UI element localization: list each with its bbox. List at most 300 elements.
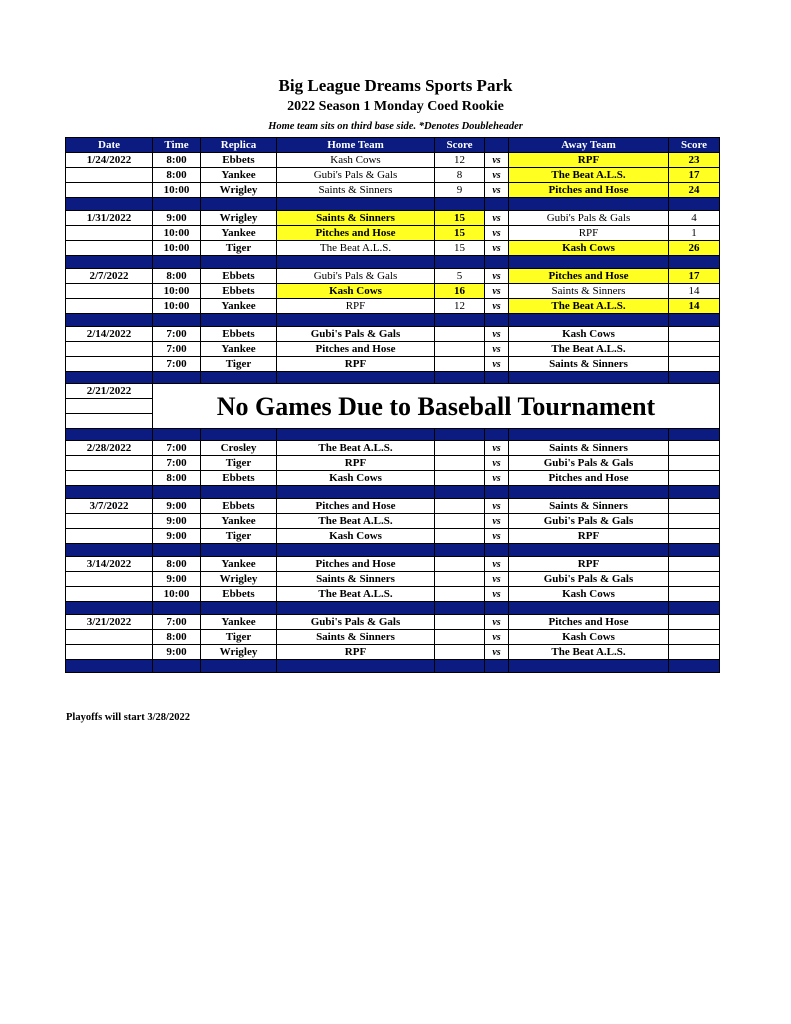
home-team: Kash Cows [277, 529, 435, 544]
away-score [669, 529, 720, 544]
away-score [669, 327, 720, 342]
separator-cell [201, 429, 277, 441]
away-score [669, 615, 720, 630]
vs-label: vs [485, 327, 509, 342]
separator-cell [153, 256, 201, 269]
away-score [669, 514, 720, 529]
game-replica: Ebbets [201, 153, 277, 168]
away-score [669, 357, 720, 372]
vs-label: vs [485, 211, 509, 226]
game-time: 9:00 [153, 529, 201, 544]
home-score [435, 587, 485, 602]
away-team: Saints & Sinners [509, 357, 669, 372]
week-separator [66, 429, 720, 441]
home-team: The Beat A.L.S. [277, 587, 435, 602]
away-team: RPF [509, 153, 669, 168]
away-team: Gubi's Pals & Gals [509, 456, 669, 471]
home-team: The Beat A.L.S. [277, 514, 435, 529]
separator-cell [509, 486, 669, 499]
col-time: Time [153, 138, 201, 153]
separator-cell [277, 198, 435, 211]
separator-cell [66, 544, 153, 557]
separator-cell [509, 372, 669, 384]
separator-cell [669, 660, 720, 673]
week-separator [66, 314, 720, 327]
separator-cell [201, 544, 277, 557]
game-time: 10:00 [153, 183, 201, 198]
game-replica: Tiger [201, 357, 277, 372]
schedule-body [66, 153, 720, 673]
separator-cell [66, 256, 153, 269]
empty-cell [66, 168, 153, 183]
game-replica: Tiger [201, 529, 277, 544]
week-date: 2/21/2022 [66, 384, 153, 399]
separator-cell [509, 429, 669, 441]
away-score [669, 645, 720, 660]
empty-cell [66, 183, 153, 198]
away-score [669, 587, 720, 602]
separator-cell [669, 486, 720, 499]
empty-cell [66, 414, 153, 429]
away-score: 26 [669, 241, 720, 256]
separator-cell [485, 544, 509, 557]
separator-cell [435, 372, 485, 384]
away-score: 4 [669, 211, 720, 226]
empty-cell [66, 587, 153, 602]
separator-cell [485, 314, 509, 327]
separator-cell [66, 198, 153, 211]
col-away-score: Score [669, 138, 720, 153]
home-score: 12 [435, 299, 485, 314]
away-score [669, 471, 720, 486]
game-replica: Yankee [201, 342, 277, 357]
game-row [66, 183, 720, 198]
game-row [66, 499, 720, 514]
game-row [66, 241, 720, 256]
home-team: Kash Cows [277, 153, 435, 168]
home-score: 16 [435, 284, 485, 299]
separator-cell [669, 198, 720, 211]
game-row [66, 557, 720, 572]
game-time: 7:00 [153, 342, 201, 357]
away-team: Saints & Sinners [509, 284, 669, 299]
vs-label: vs [485, 630, 509, 645]
home-score [435, 514, 485, 529]
separator-cell [485, 660, 509, 673]
week-date: 3/14/2022 [66, 557, 153, 572]
away-team: Gubi's Pals & Gals [509, 572, 669, 587]
separator-cell [509, 660, 669, 673]
home-score [435, 441, 485, 456]
away-team: RPF [509, 557, 669, 572]
separator-cell [153, 602, 201, 615]
game-time: 8:00 [153, 630, 201, 645]
game-row [66, 615, 720, 630]
home-score [435, 499, 485, 514]
game-time: 9:00 [153, 645, 201, 660]
week-date: 1/24/2022 [66, 153, 153, 168]
home-team: Gubi's Pals & Gals [277, 327, 435, 342]
home-score: 8 [435, 168, 485, 183]
home-team: Pitches and Hose [277, 499, 435, 514]
game-row [66, 471, 720, 486]
away-team: Pitches and Hose [509, 615, 669, 630]
game-row [66, 572, 720, 587]
away-team: The Beat A.L.S. [509, 299, 669, 314]
away-team: Kash Cows [509, 327, 669, 342]
away-team: Kash Cows [509, 241, 669, 256]
home-score [435, 357, 485, 372]
separator-cell [153, 314, 201, 327]
game-replica: Tiger [201, 241, 277, 256]
empty-cell [66, 514, 153, 529]
separator-cell [153, 660, 201, 673]
home-score: 15 [435, 226, 485, 241]
separator-cell [435, 660, 485, 673]
empty-cell [66, 299, 153, 314]
separator-cell [435, 602, 485, 615]
game-replica: Yankee [201, 615, 277, 630]
col-home-score: Score [435, 138, 485, 153]
game-replica: Crosley [201, 441, 277, 456]
separator-cell [669, 314, 720, 327]
separator-cell [509, 544, 669, 557]
game-replica: Yankee [201, 168, 277, 183]
separator-cell [669, 256, 720, 269]
away-team: Kash Cows [509, 630, 669, 645]
home-score [435, 630, 485, 645]
vs-label: vs [485, 441, 509, 456]
week-separator [66, 372, 720, 384]
vs-label: vs [485, 226, 509, 241]
home-team: Pitches and Hose [277, 557, 435, 572]
vs-label: vs [485, 342, 509, 357]
empty-cell [66, 645, 153, 660]
separator-cell [277, 486, 435, 499]
empty-cell [66, 572, 153, 587]
away-score [669, 630, 720, 645]
separator-cell [66, 314, 153, 327]
game-row [66, 630, 720, 645]
separator-cell [277, 602, 435, 615]
home-score [435, 615, 485, 630]
away-score: 14 [669, 299, 720, 314]
vs-label: vs [485, 557, 509, 572]
game-row [66, 587, 720, 602]
separator-cell [277, 429, 435, 441]
vs-label: vs [485, 299, 509, 314]
home-team: The Beat A.L.S. [277, 441, 435, 456]
col-away-team: Away Team [509, 138, 669, 153]
separator-cell [66, 429, 153, 441]
empty-cell [66, 456, 153, 471]
home-team: Kash Cows [277, 471, 435, 486]
game-time: 7:00 [153, 456, 201, 471]
separator-cell [485, 256, 509, 269]
game-row [66, 456, 720, 471]
week-date: 3/7/2022 [66, 499, 153, 514]
separator-cell [509, 198, 669, 211]
separator-cell [153, 544, 201, 557]
vs-label: vs [485, 269, 509, 284]
empty-cell [66, 226, 153, 241]
home-score: 15 [435, 211, 485, 226]
schedule-note: Home team sits on third base side. *Denotes Doubleheader [268, 121, 523, 132]
home-team: The Beat A.L.S. [277, 241, 435, 256]
game-time: 9:00 [153, 211, 201, 226]
separator-cell [435, 429, 485, 441]
separator-cell [201, 486, 277, 499]
game-time: 7:00 [153, 615, 201, 630]
game-replica: Yankee [201, 226, 277, 241]
header-row [66, 138, 720, 153]
away-team: The Beat A.L.S. [509, 645, 669, 660]
vs-label: vs [485, 499, 509, 514]
home-score [435, 529, 485, 544]
schedule-table [65, 137, 720, 673]
week-date: 2/7/2022 [66, 269, 153, 284]
home-team: Gubi's Pals & Gals [277, 168, 435, 183]
away-team: RPF [509, 226, 669, 241]
separator-cell [66, 486, 153, 499]
game-row [66, 211, 720, 226]
home-score [435, 471, 485, 486]
vs-label: vs [485, 514, 509, 529]
game-time: 9:00 [153, 514, 201, 529]
week-date: 2/28/2022 [66, 441, 153, 456]
game-replica: Yankee [201, 514, 277, 529]
separator-cell [509, 314, 669, 327]
away-team: Pitches and Hose [509, 269, 669, 284]
home-score: 15 [435, 241, 485, 256]
away-team: Gubi's Pals & Gals [509, 514, 669, 529]
game-time: 10:00 [153, 284, 201, 299]
home-team: Saints & Sinners [277, 630, 435, 645]
game-time: 10:00 [153, 587, 201, 602]
away-team: Gubi's Pals & Gals [509, 211, 669, 226]
game-row [66, 153, 720, 168]
away-score [669, 456, 720, 471]
away-score [669, 441, 720, 456]
home-team: Gubi's Pals & Gals [277, 269, 435, 284]
game-replica: Tiger [201, 630, 277, 645]
game-time: 10:00 [153, 241, 201, 256]
game-replica: Ebbets [201, 327, 277, 342]
game-time: 8:00 [153, 471, 201, 486]
separator-cell [201, 256, 277, 269]
away-score: 14 [669, 284, 720, 299]
separator-cell [277, 256, 435, 269]
away-score [669, 557, 720, 572]
separator-cell [435, 544, 485, 557]
game-time: 8:00 [153, 557, 201, 572]
separator-cell [435, 486, 485, 499]
separator-cell [435, 198, 485, 211]
game-time: 10:00 [153, 226, 201, 241]
home-team: RPF [277, 456, 435, 471]
empty-cell [66, 471, 153, 486]
game-row [66, 269, 720, 284]
away-team: Pitches and Hose [509, 471, 669, 486]
week-separator [66, 486, 720, 499]
separator-cell [201, 660, 277, 673]
game-replica: Ebbets [201, 471, 277, 486]
game-replica: Ebbets [201, 499, 277, 514]
game-row [66, 327, 720, 342]
empty-cell [66, 342, 153, 357]
home-team: Saints & Sinners [277, 211, 435, 226]
vs-label: vs [485, 153, 509, 168]
col-home-team: Home Team [277, 138, 435, 153]
home-score [435, 557, 485, 572]
home-team: Pitches and Hose [277, 342, 435, 357]
away-score: 23 [669, 153, 720, 168]
week-separator [66, 660, 720, 673]
game-replica: Yankee [201, 299, 277, 314]
away-team: Kash Cows [509, 587, 669, 602]
separator-cell [485, 486, 509, 499]
separator-cell [509, 602, 669, 615]
game-row [66, 284, 720, 299]
empty-cell [66, 529, 153, 544]
game-time: 9:00 [153, 572, 201, 587]
separator-cell [509, 256, 669, 269]
game-time: 9:00 [153, 499, 201, 514]
separator-cell [277, 544, 435, 557]
game-replica: Wrigley [201, 183, 277, 198]
col-vs [485, 138, 509, 153]
game-row [66, 529, 720, 544]
home-score: 9 [435, 183, 485, 198]
separator-cell [669, 602, 720, 615]
empty-cell [66, 630, 153, 645]
col-date: Date [66, 138, 153, 153]
game-replica: Wrigley [201, 645, 277, 660]
away-team: The Beat A.L.S. [509, 342, 669, 357]
separator-cell [277, 314, 435, 327]
vs-label: vs [485, 456, 509, 471]
game-row [66, 299, 720, 314]
separator-cell [66, 372, 153, 384]
week-date: 2/14/2022 [66, 327, 153, 342]
week-separator [66, 602, 720, 615]
vs-label: vs [485, 529, 509, 544]
separator-cell [66, 602, 153, 615]
game-time: 7:00 [153, 327, 201, 342]
vs-label: vs [485, 168, 509, 183]
separator-cell [201, 198, 277, 211]
empty-cell [66, 284, 153, 299]
page-title: Big League Dreams Sports Park [278, 76, 513, 95]
game-row [66, 441, 720, 456]
away-team: RPF [509, 529, 669, 544]
home-score [435, 645, 485, 660]
home-score: 12 [435, 153, 485, 168]
separator-cell [435, 314, 485, 327]
game-row [66, 342, 720, 357]
home-score [435, 456, 485, 471]
vs-label: vs [485, 284, 509, 299]
vs-label: vs [485, 615, 509, 630]
game-row [66, 645, 720, 660]
separator-cell [485, 372, 509, 384]
game-time: 8:00 [153, 168, 201, 183]
separator-cell [201, 372, 277, 384]
empty-cell [66, 241, 153, 256]
home-score [435, 342, 485, 357]
empty-cell [66, 357, 153, 372]
away-team: The Beat A.L.S. [509, 168, 669, 183]
footer-note: Playoffs will start 3/28/2022 [66, 712, 190, 723]
separator-cell [277, 660, 435, 673]
game-replica: Ebbets [201, 284, 277, 299]
away-team: Pitches and Hose [509, 183, 669, 198]
separator-cell [153, 372, 201, 384]
separator-cell [669, 544, 720, 557]
week-separator [66, 544, 720, 557]
game-replica: Yankee [201, 557, 277, 572]
vs-label: vs [485, 183, 509, 198]
away-team: Saints & Sinners [509, 499, 669, 514]
game-replica: Ebbets [201, 587, 277, 602]
home-team: Pitches and Hose [277, 226, 435, 241]
separator-cell [201, 314, 277, 327]
game-time: 8:00 [153, 269, 201, 284]
away-score: 17 [669, 269, 720, 284]
vs-label: vs [485, 587, 509, 602]
game-row [66, 168, 720, 183]
page-subtitle: 2022 Season 1 Monday Coed Rookie [287, 99, 504, 114]
away-score: 1 [669, 226, 720, 241]
game-replica: Tiger [201, 456, 277, 471]
vs-label: vs [485, 241, 509, 256]
separator-cell [153, 429, 201, 441]
vs-label: vs [485, 471, 509, 486]
home-team: RPF [277, 299, 435, 314]
home-team: RPF [277, 357, 435, 372]
separator-cell [435, 256, 485, 269]
separator-cell [669, 429, 720, 441]
away-score [669, 342, 720, 357]
home-team: Saints & Sinners [277, 572, 435, 587]
separator-cell [485, 429, 509, 441]
home-score [435, 327, 485, 342]
game-replica: Wrigley [201, 211, 277, 226]
separator-cell [66, 660, 153, 673]
game-time: 7:00 [153, 357, 201, 372]
game-time: 10:00 [153, 299, 201, 314]
game-row [66, 226, 720, 241]
week-date: 1/31/2022 [66, 211, 153, 226]
home-team: Saints & Sinners [277, 183, 435, 198]
game-replica: Wrigley [201, 572, 277, 587]
home-team: Gubi's Pals & Gals [277, 615, 435, 630]
separator-cell [669, 372, 720, 384]
vs-label: vs [485, 572, 509, 587]
week-date: 3/21/2022 [66, 615, 153, 630]
separator-cell [277, 372, 435, 384]
col-replica: Replica [201, 138, 277, 153]
away-score: 24 [669, 183, 720, 198]
separator-cell [201, 602, 277, 615]
away-team: Saints & Sinners [509, 441, 669, 456]
home-team: Kash Cows [277, 284, 435, 299]
vs-label: vs [485, 357, 509, 372]
game-replica: Ebbets [201, 269, 277, 284]
game-time: 7:00 [153, 441, 201, 456]
away-score [669, 499, 720, 514]
separator-cell [485, 198, 509, 211]
